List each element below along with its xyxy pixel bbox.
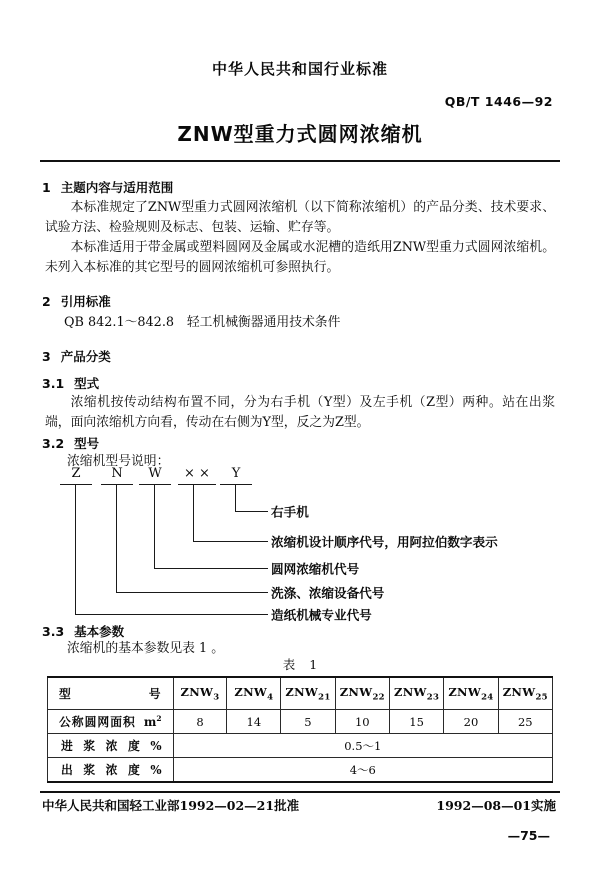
table-row-inlet-consistency [48, 734, 553, 758]
model-label-paper-machinery: 造纸机械专业代号 [271, 607, 372, 623]
standard-organization: 中华人民共和国行业标准 [211, 60, 388, 78]
section-3-3-number: 3.3 [42, 624, 65, 639]
section-3-3-heading [42, 622, 124, 640]
section-1-paragraph-1: 本标准规定了ZNW型重力式圆网浓缩机（以下简称浓缩机）的产品分类、技术要求、试验方法、检验规则及标志、包装、运输、贮存等。 [45, 200, 555, 235]
model-base-3: ZNW [339, 684, 373, 699]
leader-stem-serial [193, 484, 194, 541]
leader-arm-serial [193, 541, 268, 542]
model-sub-2: 21 [318, 692, 331, 703]
section-2-title: 引用标准 [60, 294, 111, 309]
table-cell-model-4 [389, 677, 443, 710]
table-caption-number: 1 [309, 657, 318, 672]
model-underline-Y [220, 484, 252, 485]
section-1-heading [42, 178, 173, 196]
rowheader-outlet-char-0: 出 [61, 763, 73, 777]
model-underline-serial [178, 484, 216, 485]
rowheader-inlet-char-0: 进 [61, 739, 73, 753]
leader-arm-N [116, 592, 268, 593]
rowheader-inlet-unit: % [150, 738, 162, 753]
model-base-2: ZNW [285, 684, 319, 699]
model-base-0: ZNW [180, 684, 214, 699]
table-rowheader-nominal-area [48, 710, 174, 734]
footer-approval: 中华人民共和国轻工业部1992—02—21批准 [42, 798, 300, 813]
table-cell-area-1: 14 [227, 710, 281, 734]
rowheader-inlet-char-3: 度 [127, 739, 140, 753]
model-base-6: ZNW [502, 684, 536, 699]
table-cell-outlet-value: 4～6 [173, 758, 552, 783]
rowheader-area-unit: $m^2$ [143, 714, 162, 729]
leader-arm-Y [235, 511, 268, 512]
rowheader-model-right: 号 [148, 687, 162, 701]
section-3-number: 3 [42, 349, 51, 364]
table-caption-label: 表 [282, 657, 296, 672]
table-caption [0, 655, 600, 673]
basic-parameters-table [47, 676, 553, 783]
model-sub-0: 3 [213, 692, 220, 703]
model-char-N: N [111, 466, 123, 481]
table-row-nominal-area [48, 710, 553, 734]
section-2-reference: QB 842.1～842.8 轻工机械衡器通用技术条件 [64, 315, 341, 330]
header-divider-rule [40, 160, 560, 162]
rowheader-inlet-char-1: 浆 [83, 739, 96, 753]
model-sub-1: 4 [267, 692, 274, 703]
table-cell-model-6 [498, 677, 552, 710]
table-cell-area-4: 15 [389, 710, 443, 734]
section-3-title: 产品分类 [60, 349, 111, 364]
model-sub-4: 23 [426, 692, 440, 703]
rowheader-inlet-char-2: 浓 [105, 739, 118, 753]
table-rowheader-model [48, 677, 174, 710]
section-3-2-intro: 浓缩机型号说明： [67, 454, 170, 469]
section-3-3-title: 基本参数 [74, 624, 125, 639]
model-char-W: W [148, 466, 162, 481]
rowheader-outlet-char-1: 浆 [83, 763, 96, 777]
model-sub-3: 22 [372, 692, 385, 703]
table-cell-model-2 [281, 677, 335, 710]
table-cell-area-3: 10 [335, 710, 389, 734]
section-3-2-heading [42, 434, 99, 452]
table-cell-inlet-value: 0.5～1 [173, 734, 552, 758]
table-cell-model-1 [227, 677, 281, 710]
table-cell-model-3 [335, 677, 389, 710]
model-underline-Z [60, 484, 92, 485]
rowheader-outlet-char-3: 度 [127, 763, 140, 777]
rowheader-outlet-unit: % [150, 762, 162, 777]
model-char-Z: Z [71, 466, 81, 481]
leader-stem-Y [235, 484, 236, 511]
table-cell-area-6: 25 [498, 710, 552, 734]
model-base-1: ZNW [234, 684, 268, 699]
section-3-heading [42, 347, 111, 365]
rowheader-area-name: 公称圆网面积 [59, 715, 136, 729]
table-cell-area-5: 20 [444, 710, 498, 734]
leader-stem-Z [75, 484, 76, 614]
standard-code: QB/T 1446—92 [444, 94, 553, 109]
model-label-washing-equipment: 洗涤、浓缩设备代号 [271, 585, 385, 601]
leader-arm-W [154, 568, 268, 569]
model-code-diagram [47, 466, 553, 626]
table-cell-model-0 [173, 677, 227, 710]
section-3-2-title: 型号 [74, 436, 100, 451]
model-base-4: ZNW [394, 684, 427, 699]
section-2-heading [42, 292, 111, 310]
page-number: —75— [507, 828, 550, 843]
model-sub-6: 25 [535, 692, 548, 703]
model-label-design-serial: 浓缩机设计顺序代号，用阿拉伯数字表示 [271, 534, 498, 550]
table-rowheader-inlet [48, 734, 174, 758]
model-underline-N [101, 484, 133, 485]
table-cell-area-2: 5 [281, 710, 335, 734]
document-title: ZNW型重力式圆网浓缩机 [177, 122, 423, 146]
footer-divider-rule [40, 791, 560, 793]
section-1-title: 主题内容与适用范围 [60, 180, 174, 195]
section-2-number: 2 [42, 294, 51, 309]
section-3-2-number: 3.2 [42, 436, 65, 451]
section-3-1-paragraph: 浓缩机按传动结构布置不同，分为右手机（Y型）及左手机（Z型）两种。站在出浆端，面向浓缩机方向看，传动在右侧为Y型，反之为Z型。 [45, 395, 555, 430]
section-1-number: 1 [42, 180, 51, 195]
model-label-cylinder-thickener: 圆网浓缩机代号 [271, 561, 360, 577]
section-1-paragraph-2: 本标准适用于带金属或塑料圆网及金属或水泥槽的造纸用ZNW型重力式圆网浓缩机。未列入本标准的其它型号的圆网浓缩机可参照执行。 [45, 240, 555, 275]
table-cell-area-0: 8 [173, 710, 227, 734]
section-3-3-intro: 浓缩机的基本参数见表 1 。 [67, 641, 225, 656]
model-base-5: ZNW [448, 684, 482, 699]
section-3-1-title: 型式 [74, 376, 100, 391]
leader-stem-N [116, 484, 117, 592]
model-sub-5: 24 [481, 692, 494, 703]
footer-implementation: 1992—08—01实施 [436, 798, 556, 813]
table-cell-model-5 [444, 677, 498, 710]
model-char-Y: Y [231, 466, 241, 481]
table-rowheader-outlet [48, 758, 174, 783]
section-3-1-number: 3.1 [42, 376, 65, 391]
table-row-models [48, 677, 553, 710]
leader-stem-W [154, 484, 155, 568]
leader-arm-Z [75, 614, 268, 615]
table-row-outlet-consistency [48, 758, 553, 783]
section-3-1-heading [42, 374, 99, 392]
rowheader-outlet-char-2: 浓 [105, 763, 118, 777]
model-char-serial: × × [184, 466, 210, 481]
model-underline-W [139, 484, 171, 485]
rowheader-model-left: 型 [59, 687, 72, 701]
model-label-right-hand-machine: 右手机 [271, 504, 309, 520]
